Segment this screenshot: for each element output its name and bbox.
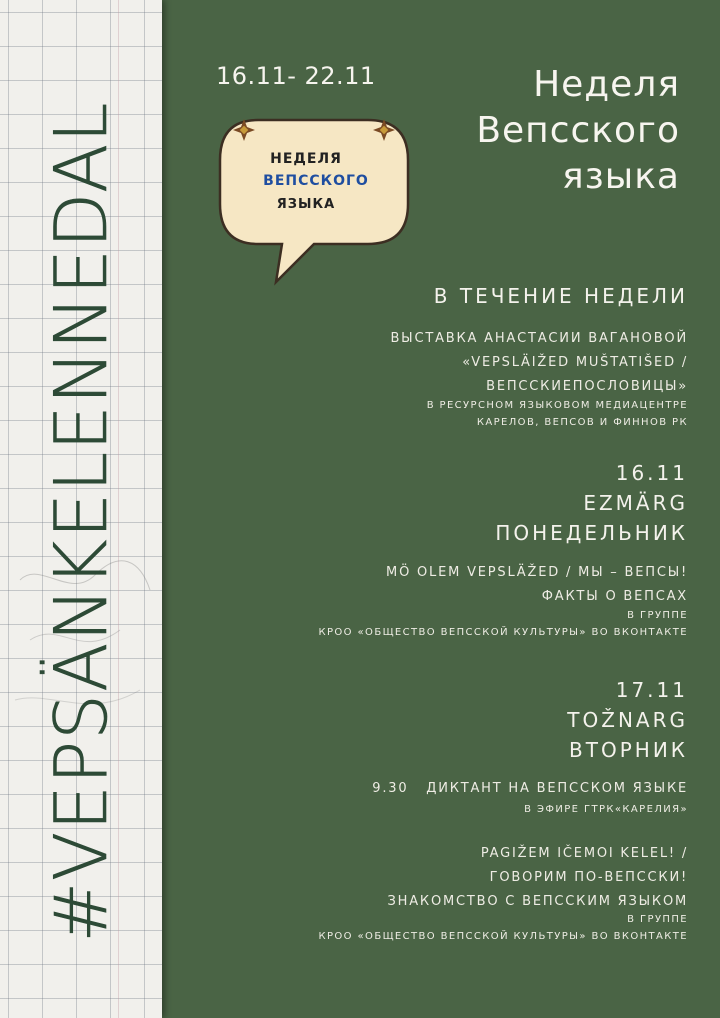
poster-title xyxy=(476,62,680,200)
day2-event1: 9.30 ДИКТАНТ НА ВЕПССКОМ ЯЗЫКЕ xyxy=(372,781,688,796)
day1-event-place xyxy=(318,607,688,641)
day2-event2-line-1: PAGIŽEM IČEMOI KELEL! / xyxy=(480,846,688,861)
day1-event-line-2: ФАКТЫ О ВЕПСАХ xyxy=(541,589,688,604)
badge-line-3: ЯЗЫКА xyxy=(276,197,336,212)
day1-veps-name: EZMÄRG xyxy=(583,491,688,515)
day1-heading xyxy=(495,458,688,548)
day2-date: 17.11 xyxy=(615,678,688,702)
ornament-left-icon xyxy=(232,118,256,142)
week-event-line-1: ВЫСТАВКА АНАСТАСИИ ВАГАНОВОЙ xyxy=(390,331,688,346)
day2-ru-name: ВТОРНИК xyxy=(569,738,688,762)
title-line-3: языка xyxy=(561,156,680,197)
week-event-line-3: ВЕПССКИЕПОСЛОВИЦЫ» xyxy=(486,379,688,394)
day1-event xyxy=(386,561,688,609)
day1-date: 16.11 xyxy=(615,461,688,485)
day2-event2 xyxy=(388,842,688,914)
week-heading: В ТЕЧЕНИЕ НЕДЕЛИ xyxy=(433,284,688,308)
day2-event2-line-3: ЗНАКОМСТВО С ВЕПССКИМ ЯЗЫКОМ xyxy=(387,894,688,909)
date-range: 16.11- 22.11 xyxy=(216,62,376,90)
week-badge xyxy=(218,118,412,286)
notebook-paper xyxy=(0,0,162,1018)
title-line-1: Неделя xyxy=(533,64,680,105)
day1-place-line-1: В ГРУППЕ xyxy=(627,610,688,621)
day2-place-line-2: КРОО «ОБЩЕСТВО ВЕПССКОЙ КУЛЬТУРЫ» ВО ВКОНТАКТЕ xyxy=(318,931,688,942)
day2-place-line-1: В ГРУППЕ xyxy=(627,914,688,925)
title-line-2: Вепсского xyxy=(476,110,680,151)
day2-veps-name: TOŽNARG xyxy=(567,708,688,732)
day2-heading xyxy=(567,675,688,765)
day2-event1-place: В ЭФИРЕ ГТРК«КАРЕЛИЯ» xyxy=(524,804,688,815)
week-event xyxy=(390,327,688,399)
week-event-place xyxy=(427,397,688,431)
week-place-line-2: КАРЕЛОВ, ВЕПСОВ И ФИННОВ РК xyxy=(476,417,688,428)
day1-place-line-2: КРОО «ОБЩЕСТВО ВЕПССКОЙ КУЛЬТУРЫ» ВО ВКОНТАКТЕ xyxy=(318,627,688,638)
day1-event-line-1: MÖ OLEM VEPSLÄŽED / МЫ – ВЕПСЫ! xyxy=(386,565,688,580)
day2-event2-place xyxy=(318,911,688,945)
hashtag-text: #VEPSÄNKELENNEDAL xyxy=(39,101,123,943)
day2-event2-line-2: ГОВОРИМ ПО-ВЕПССКИ! xyxy=(489,870,688,885)
week-event-line-2: «VEPSLÄIŽED MUŠTATIŠED / xyxy=(462,355,688,370)
ornament-right-icon xyxy=(372,118,396,142)
badge-line-2: ВЕПССКОГО xyxy=(263,173,369,189)
day1-ru-name: ПОНЕДЕЛЬНИК xyxy=(495,521,688,545)
week-place-line-1: В РЕСУРСНОМ ЯЗЫКОВОМ МЕДИАЦЕНТРЕ xyxy=(426,400,688,411)
badge-line-1: НЕДЕЛЯ xyxy=(270,151,342,167)
